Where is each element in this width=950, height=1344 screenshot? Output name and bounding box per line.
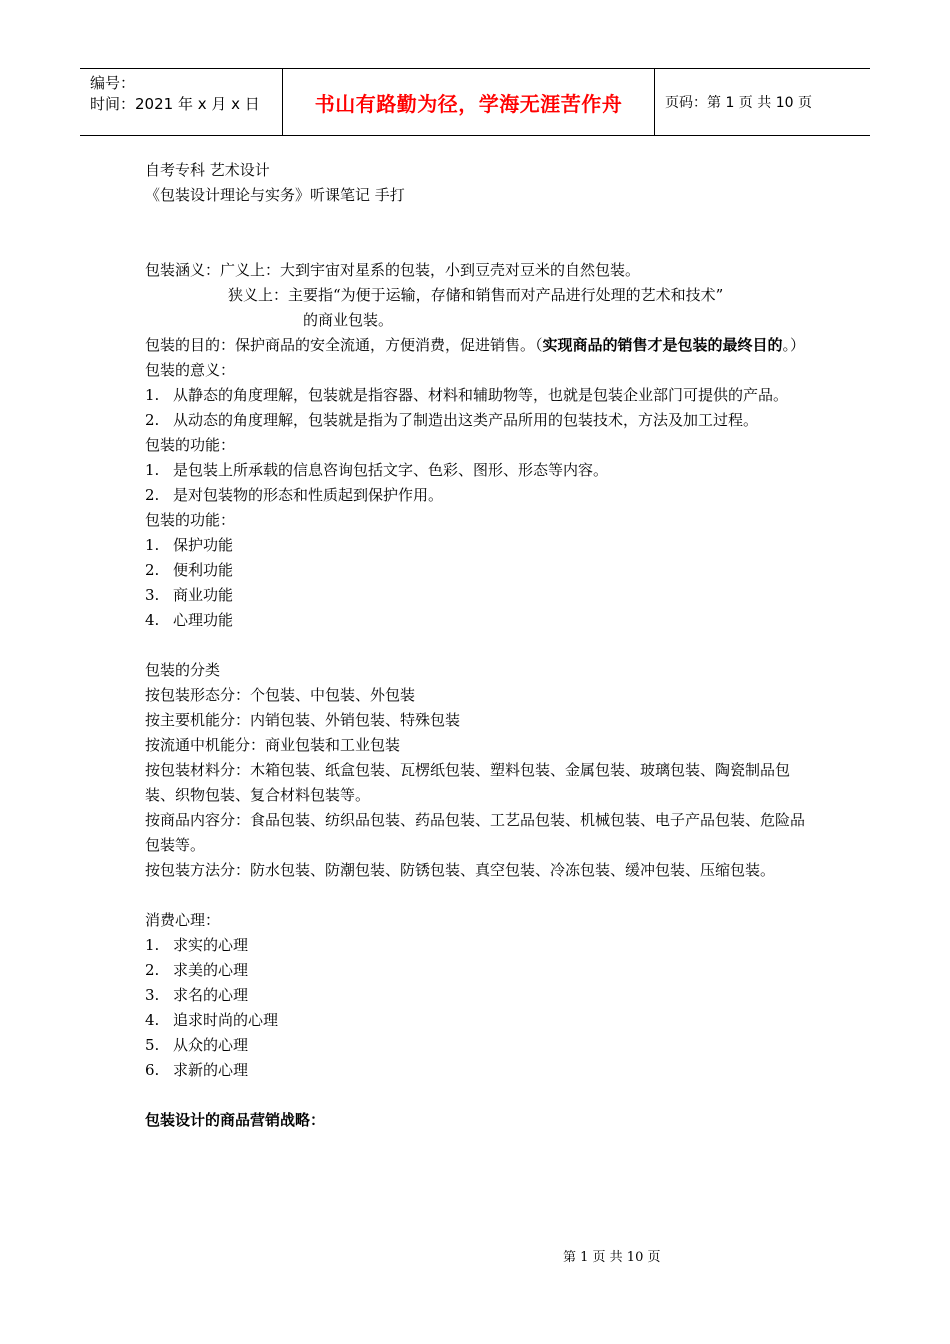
purpose-emphasis: 实现商品的销售才是包装的最终目的 <box>542 336 783 354</box>
definition-broad: 包装涵义：广义上：大到宇宙对星系的包装，小到豆壳对豆米的自然包装。 <box>145 261 641 279</box>
list-item: 4. 追求时尚的心理 <box>145 1011 279 1029</box>
list-item: 1. 求实的心理 <box>145 936 249 954</box>
strategy-title: 包装设计的商品营销战略： <box>145 1111 326 1129</box>
list-item: 2. 从动态的角度理解，包装就是指为了制造出这类产品所用的包装技术，方法及加工过程。 <box>145 411 759 429</box>
page-footer: 第 1 页 共 10 页 <box>563 1250 661 1265</box>
definition-narrow-cont: 的商业包装。 <box>303 311 394 329</box>
page-info: 页码：第 1 页 共 10 页 <box>665 95 812 111</box>
function-title-2: 包装的功能： <box>145 511 236 529</box>
list-item: 5. 从众的心理 <box>145 1036 249 1054</box>
classification-line: 按包装材料分：木箱包装、纸盒包装、瓦楞纸包装、塑料包装、金属包装、玻璃包装、陶瓷制品包装、织物包装、复合材料包装等。 <box>145 761 791 804</box>
list-item: 2. 求美的心理 <box>145 961 249 979</box>
classification-line: 按流通中机能分：商业包装和工业包装 <box>145 736 401 754</box>
classification-line: 按包装形态分：个包装、中包装、外包装 <box>145 686 416 704</box>
list-item: 3. 求名的心理 <box>145 986 249 1004</box>
list-item: 1. 保护功能 <box>145 536 234 554</box>
header-meta <box>80 69 282 135</box>
definition-narrow: 狭义上：主要指“为便于运输，存储和销售而对产品进行处理的艺术和技术” <box>228 286 724 304</box>
list-item: 1. 是包装上所承载的信息咨询包括文字、色彩、图形、形态等内容。 <box>145 461 609 479</box>
meaning-title: 包装的意义： <box>145 361 236 379</box>
time-label: 时间：2021 年 x 月 x 日 <box>90 95 260 113</box>
header-table <box>80 68 870 136</box>
purpose-text: 包装的目的：保护商品的安全流通，方便消费，促进销售。（ <box>145 336 543 354</box>
number-label: 编号： <box>90 74 136 92</box>
classification-line: 按包装方法分：防水包装、防潮包装、防锈包装、真空包装、冷冻包装、缓冲包装、压缩包装。 <box>145 861 776 879</box>
purpose-end: 。） <box>782 336 806 354</box>
list-item: 1. 从静态的角度理解，包装就是指容器、材料和辅助物等，也就是包装企业部门可提供的产品。 <box>145 386 789 404</box>
subtitle-2: 《包装设计理论与实务》听课笔记 手打 <box>145 186 405 204</box>
subtitle-1: 自考专科 艺术设计 <box>145 161 270 179</box>
list-item: 3. 商业功能 <box>145 586 234 604</box>
classification-line: 按主要机能分：内销包装、外销包装、特殊包装 <box>145 711 461 729</box>
psychology-title: 消费心理： <box>145 911 221 929</box>
list-item: 2. 便利功能 <box>145 561 234 579</box>
purpose-paragraph <box>145 333 810 358</box>
function-title-1: 包装的功能： <box>145 436 236 454</box>
list-item: 2. 是对包装物的形态和性质起到保护作用。 <box>145 486 444 504</box>
document-body <box>145 158 810 1133</box>
motto: 书山有路勤为径，学海无涯苦作舟 <box>282 69 655 135</box>
list-item: 6. 求新的心理 <box>145 1061 249 1079</box>
classification-line: 按商品内容分：食品包装、纺织品包装、药品包装、工艺品包装、机械包装、电子产品包装、危险品包装等。 <box>145 811 806 854</box>
list-item: 4. 心理功能 <box>145 611 234 629</box>
classification-title: 包装的分类 <box>145 661 221 679</box>
